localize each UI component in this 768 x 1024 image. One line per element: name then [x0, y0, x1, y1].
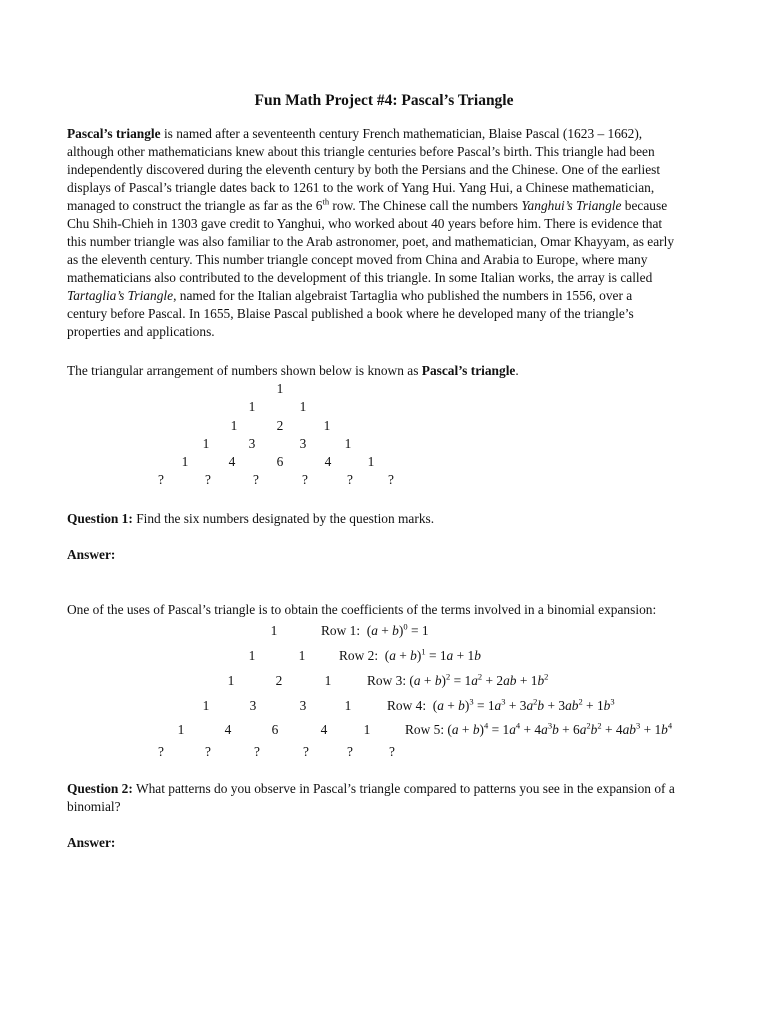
t2-r4-c3: 3	[299, 698, 307, 713]
t2-r5-c3: 6	[271, 722, 279, 737]
t2-r5-c4: 4	[320, 722, 328, 737]
question-1: Question 1: Find the six numbers designated by the question marks.	[67, 511, 435, 526]
t1-r5-c4: 4	[324, 454, 332, 469]
term-pascals-triangle: Pascal’s triangle	[67, 126, 161, 141]
t1-r4-c2: 3	[248, 436, 256, 451]
t1-r1-c1: 1	[276, 381, 284, 396]
row-5-expansion: Row 5: $(a + b)^4 = 1a^4 + 4a^3b + 6a^2b^2 + 4ab^3 + 1b^4$	[405, 720, 673, 737]
t1-r2-c1: 1	[248, 399, 256, 414]
t2-r6-c6: ?	[389, 744, 395, 759]
row-1-expansion: Row 1: $(a + b)^0 = 1$	[321, 621, 429, 638]
t1-r6-c1: ?	[158, 472, 164, 487]
t1-r3-c1: 1	[230, 418, 238, 433]
t1-r6-c2: ?	[205, 472, 211, 487]
t2-r6-c3: ?	[254, 744, 260, 759]
t2-r1-c1: 1	[270, 623, 278, 638]
page-title: Fun Math Project #4: Pascal’s Triangle	[254, 92, 514, 109]
t2-r3-c1: 1	[227, 673, 235, 688]
t1-r5-c3: 6	[276, 454, 284, 469]
answer-2-label: Answer:	[67, 835, 116, 850]
t2-r5-c1: 1	[177, 722, 185, 737]
question-2: Question 2: What patterns do you observe in Pascal’s triangle compared to patterns you see in the expansion of a binomial?	[67, 781, 675, 814]
t1-r6-c3: ?	[253, 472, 259, 487]
row-4-expansion: Row 4: $(a + b)^3 = 1a^3 + 3a^2b + 3ab^2 + 1b^3$	[387, 696, 615, 713]
t2-r4-c4: 1	[344, 698, 352, 713]
t2-r6-c4: ?	[303, 744, 309, 759]
t1-r5-c5: 1	[367, 454, 375, 469]
t2-r5-c2: 4	[224, 722, 232, 737]
t2-r6-c2: ?	[205, 744, 211, 759]
t1-r3-c2: 2	[276, 418, 284, 433]
t2-r5-c5: 1	[363, 722, 371, 737]
term-tartaglias-triangle: Tartaglia’s Triangle	[67, 288, 174, 303]
t2-r3-c2: 2	[275, 673, 283, 688]
answer-1-label: Answer:	[67, 547, 116, 562]
t2-r6-c5: ?	[347, 744, 353, 759]
t2-r2-c1: 1	[248, 648, 256, 663]
t1-r6-c6: ?	[388, 472, 394, 487]
t2-r4-c2: 3	[249, 698, 257, 713]
t2-r4-c1: 1	[202, 698, 210, 713]
intro-paragraph: Pascal’s triangle is named after a seventeenth century French mathematician, Blaise Pascal (1623 – 1662), although other mathematicians knew about this triangle centuries before Pascal’s birth. This triangle had been independently discovered during the eleventh century by both the Persians and the Chinese. One of the earliest displays of Pascal’s triangle dates back to 1261 to the work of Yang Hui. Yang Hui, a Chinese mathematician, managed to construct the triangle as far as the 6th row. The Chinese call the numbers Yanghui’s Triangle because Chu Shih-Chieh in 1303 gave credit to Yanghui, who worked about 40 years before him. There is evidence that this number triangle was also familiar to the Arab astronomer, poet, and mathematician, Omar Khayyam, as early as the eleventh century. This number triangle concept moved from China and Arabia to Europe, where many mathematicians also contributed to the development of this triangle. In some Italian works, the array is called Tartaglia’s Triangle, named for the Italian algebraist Tartaglia who published the numbers in 1556, over a century before Pascal. In 1655, Blaise Pascal published a book where he developed many of the triangle’s properties and applications.	[67, 126, 675, 339]
t2-r2-c2: 1	[298, 648, 306, 663]
t1-r6-c4: ?	[302, 472, 308, 487]
t1-r4-c3: 3	[299, 436, 307, 451]
term-yanghuis-triangle: Yanghui’s Triangle	[521, 198, 622, 213]
row-3-expansion: Row 3: $(a + b)^2 = 1a^2 + 2ab + 1b^2$	[367, 671, 549, 688]
t2-r3-c3: 1	[324, 673, 332, 688]
row-2-expansion: Row 2: $(a + b)^1 = 1a + 1b$	[339, 646, 481, 663]
triangle-intro: The triangular arrangement of numbers shown below is known as Pascal’s triangle.	[67, 363, 519, 378]
t1-r6-c5: ?	[347, 472, 353, 487]
t1-r2-c2: 1	[299, 399, 307, 414]
t1-r4-c1: 1	[202, 436, 210, 451]
t1-r5-c2: 4	[228, 454, 236, 469]
t1-r3-c3: 1	[323, 418, 331, 433]
t1-r4-c4: 1	[344, 436, 352, 451]
t2-r6-c1: ?	[158, 744, 164, 759]
binomial-intro: One of the uses of Pascal’s triangle is to obtain the coefficients of the terms involved in a binomial expansion:	[67, 602, 657, 617]
t1-r5-c1: 1	[181, 454, 189, 469]
